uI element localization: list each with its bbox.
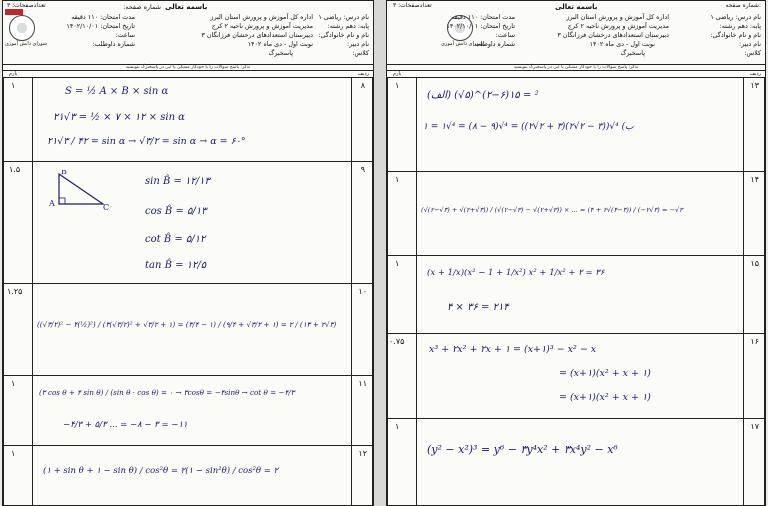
question-number: ۱۷ <box>750 422 759 431</box>
exam-field: شماره داوطلب: <box>472 40 515 48</box>
answer-row <box>387 334 765 419</box>
org-line: مدیریت آموزش و پرورش ناحیه ۲ کرج <box>567 22 669 30</box>
handwritten-answer: (۳ cos θ + ۴ sin θ) / (sin θ · cos θ) = ۰ → ۳cosθ = −۴sinθ → cot θ = −۴/۳ <box>39 388 295 397</box>
logo-caption: شورای دانش آموزی <box>5 41 48 47</box>
answer-row <box>3 78 373 162</box>
row-column-header: ردیف <box>357 71 369 77</box>
student-field: نام درس: ریاضی ۱ <box>318 13 369 21</box>
answer-row <box>387 256 765 334</box>
question-number: ۱۰ <box>358 287 367 296</box>
exam-field: مدت امتحان: ۱۱۰ دقیقه <box>451 13 515 21</box>
handwritten-answer: (y² − x²)³ = y⁶ − ۳y⁴x² + ۳x⁴y² − x⁶ <box>427 443 618 456</box>
answer-row <box>387 419 765 506</box>
student-field: پایه: دهم رشته: <box>719 22 761 30</box>
question-score: ۱ <box>11 449 16 458</box>
score-column-header: بارم <box>9 71 18 77</box>
exam-field: مدت امتحان: ۱۱۰ دقیقه <box>71 13 135 21</box>
org-line: پاسخبرگ <box>268 49 293 57</box>
column-header <box>3 71 373 78</box>
org-line: اداره کل آموزش و پرورش استان البرز <box>566 13 669 21</box>
pages-count: تعدادصفحات: ۳ <box>393 2 432 9</box>
org-title: باسمه تعالی <box>165 3 208 11</box>
student-field: پایه: دهم رشته: <box>327 22 369 30</box>
answer-sheet-right <box>386 0 766 506</box>
org-line: نوبت اول - دی ماه ۱۴۰۲ <box>247 40 313 48</box>
answer-row <box>3 284 373 376</box>
column-header <box>387 71 765 78</box>
exam-field: ساعت: <box>495 31 515 39</box>
answer-sheet-left <box>2 0 374 506</box>
handwritten-answer: −۴/۳ + ۵/۳ ... = −۸ − ۳ = −۱۱ <box>63 420 188 430</box>
question-number: ۱۴ <box>750 175 759 184</box>
question-score: ۱.۵ <box>9 165 21 174</box>
handwritten-answer: ((√۳/۲)² − ۴(½)²) / (۳(√۳/۲)² + √۳/۲ + ۱) = (۳/۴ − ۱) / (۹/۴ + √۳/۲ + ۱) = ۲ / (۱۳ + ۲√۳) <box>37 320 337 329</box>
org-line: نوبت اول - دی ماه ۱۴۰۲ <box>589 40 655 48</box>
exam-field: ساعت: <box>115 31 135 39</box>
row-column-header: ردیف <box>749 71 761 77</box>
logo-caption: شورای دانش آموزی <box>441 41 484 47</box>
handwritten-answer: cos B̂ = ۵/۱۳ <box>145 206 207 217</box>
student-field: کلاس: <box>352 49 369 57</box>
org-title: باسمه تعالی <box>555 3 598 11</box>
handwritten-answer: x³ + ۲x² + ۲x + ۱ = (x+۱)³ − x² − x <box>429 344 597 355</box>
right-triangle-sketch <box>39 170 109 210</box>
question-score: ۱ <box>11 81 16 90</box>
handwritten-answer: (√(۲−√۳) + √(۲+√۳)) / (√(۲−√۳) − √(۲+√۳)) × ... = (۴ + ۲√(۴−۳)) / (−۲√۳) = −√۳ <box>421 206 683 214</box>
question-score: ۱ <box>395 175 400 184</box>
question-number: ۸ <box>360 81 365 90</box>
answer-row <box>3 162 373 284</box>
sheet-header <box>387 1 765 65</box>
question-score: ۱.۲۵ <box>7 287 23 296</box>
student-field: نام درس: ریاضی ۱ <box>710 13 761 21</box>
question-score: ۱ <box>395 422 400 431</box>
handwritten-answer: tan B̂ = ۱۲/۵ <box>145 260 207 271</box>
score-column-header: بارم <box>393 71 402 77</box>
answer-row <box>387 172 765 256</box>
page-number-label: شماره صفحه: <box>123 3 161 11</box>
svg-text:B: B <box>61 170 67 176</box>
question-score: ۱ <box>11 379 16 388</box>
svg-text:A: A <box>49 199 55 208</box>
answer-row <box>3 446 373 506</box>
student-field: نام و نام خانوادگی: <box>318 31 369 39</box>
pages-count: تعدادصفحات: ۳ <box>7 2 46 9</box>
question-number: ۱۵ <box>750 259 759 268</box>
handwritten-answer: ۲۱√۳ / ۴۲ = sin α → √۳/۲ = sin α → α = ۶۰° <box>47 136 246 147</box>
handwritten-answer: (۱ + sin θ + ۱ − sin θ) / cos²θ = ۲(۱ − sin²θ) / cos²θ = ۲ <box>43 466 279 476</box>
handwritten-answer: (x + 1/x)(x² − 1 + 1/x²) x² + 1/x² + ۲ = ۳۶ <box>427 268 605 278</box>
handwritten-answer: sin B̂ = ۱۲/۱۳ <box>145 176 210 187</box>
question-number: ۱۲ <box>358 449 367 458</box>
handwritten-answer: (الف) (√۵)^(۶−۲)² = ۱۵ <box>427 90 539 101</box>
handwritten-answer: = (x+۱)(x² + x + ۱) <box>559 368 651 379</box>
question-score: ۱ <box>395 81 400 90</box>
question-score: ۱ <box>395 259 400 268</box>
org-line: دبیرستان استعدادهای درخشان فرزانگان ۳ <box>201 31 313 39</box>
exam-field: تاریخ امتحان: ۱۴۰۲/۱۰/۰۱ <box>66 22 135 30</box>
handwritten-answer: cot B̂ = ۵/۱۲ <box>145 234 206 245</box>
handwritten-answer: ب) ⁴√((۳ − ۲√۲)(۳ + ۲√۲)) = ⁴√(۹ − ۸) = ⁴√۱ = ۱ <box>423 122 634 132</box>
student-field: کلاس: <box>744 49 761 57</box>
handwritten-answer: ۴ × ۳۶ = ۲۱۴ <box>447 302 509 313</box>
svg-text:C: C <box>103 203 109 210</box>
handwritten-answer: = (x+۱)(x² + x + ۱) <box>559 392 651 403</box>
instructions-banner: تذکر: پاسخ سوالات را با خودکار مشکی یا آبی در پاسخبرگ بنویسید <box>387 65 765 71</box>
handwritten-answer: ۲۱√۳ = ½ × ۷ × ۱۲ × sin α <box>53 112 185 123</box>
page-number-label: شماره صفحه: <box>725 2 761 9</box>
student-field: نام دبیر: <box>347 40 369 48</box>
question-number: ۱۱ <box>358 379 367 388</box>
sheet-header <box>3 1 373 65</box>
org-line: دبیرستان استعدادهای درخشان فرزانگان ۳ <box>557 31 669 39</box>
school-logo-icon <box>9 15 35 41</box>
page-gap <box>374 0 386 506</box>
org-line: مدیریت آموزش و پرورش ناحیه ۲ کرج <box>211 22 313 30</box>
org-line: پاسخبرگ <box>620 49 645 57</box>
student-field: نام دبیر: <box>739 40 761 48</box>
question-number: ۱۶ <box>750 337 759 346</box>
exam-field: شماره داوطلب: <box>92 40 135 48</box>
student-field: نام و نام خانوادگی: <box>710 31 761 39</box>
org-line: اداره کل آموزش و پرورش استان البرز <box>210 13 313 21</box>
question-number: ۱۳ <box>750 81 759 90</box>
handwritten-answer: S = ½ A × B × sin α <box>65 86 169 97</box>
question-score: ۰.۷۵ <box>389 337 405 346</box>
question-number: ۹ <box>360 165 365 174</box>
answer-row <box>3 376 373 446</box>
answer-row <box>387 78 765 172</box>
instructions-banner: تذکر: پاسخ سوالات را با خودکار مشکی یا آبی در پاسخبرگ بنویسید <box>3 65 373 71</box>
exam-field: تاریخ امتحان: ۱۴۰۲/۱۰/۰۱ <box>446 22 515 30</box>
